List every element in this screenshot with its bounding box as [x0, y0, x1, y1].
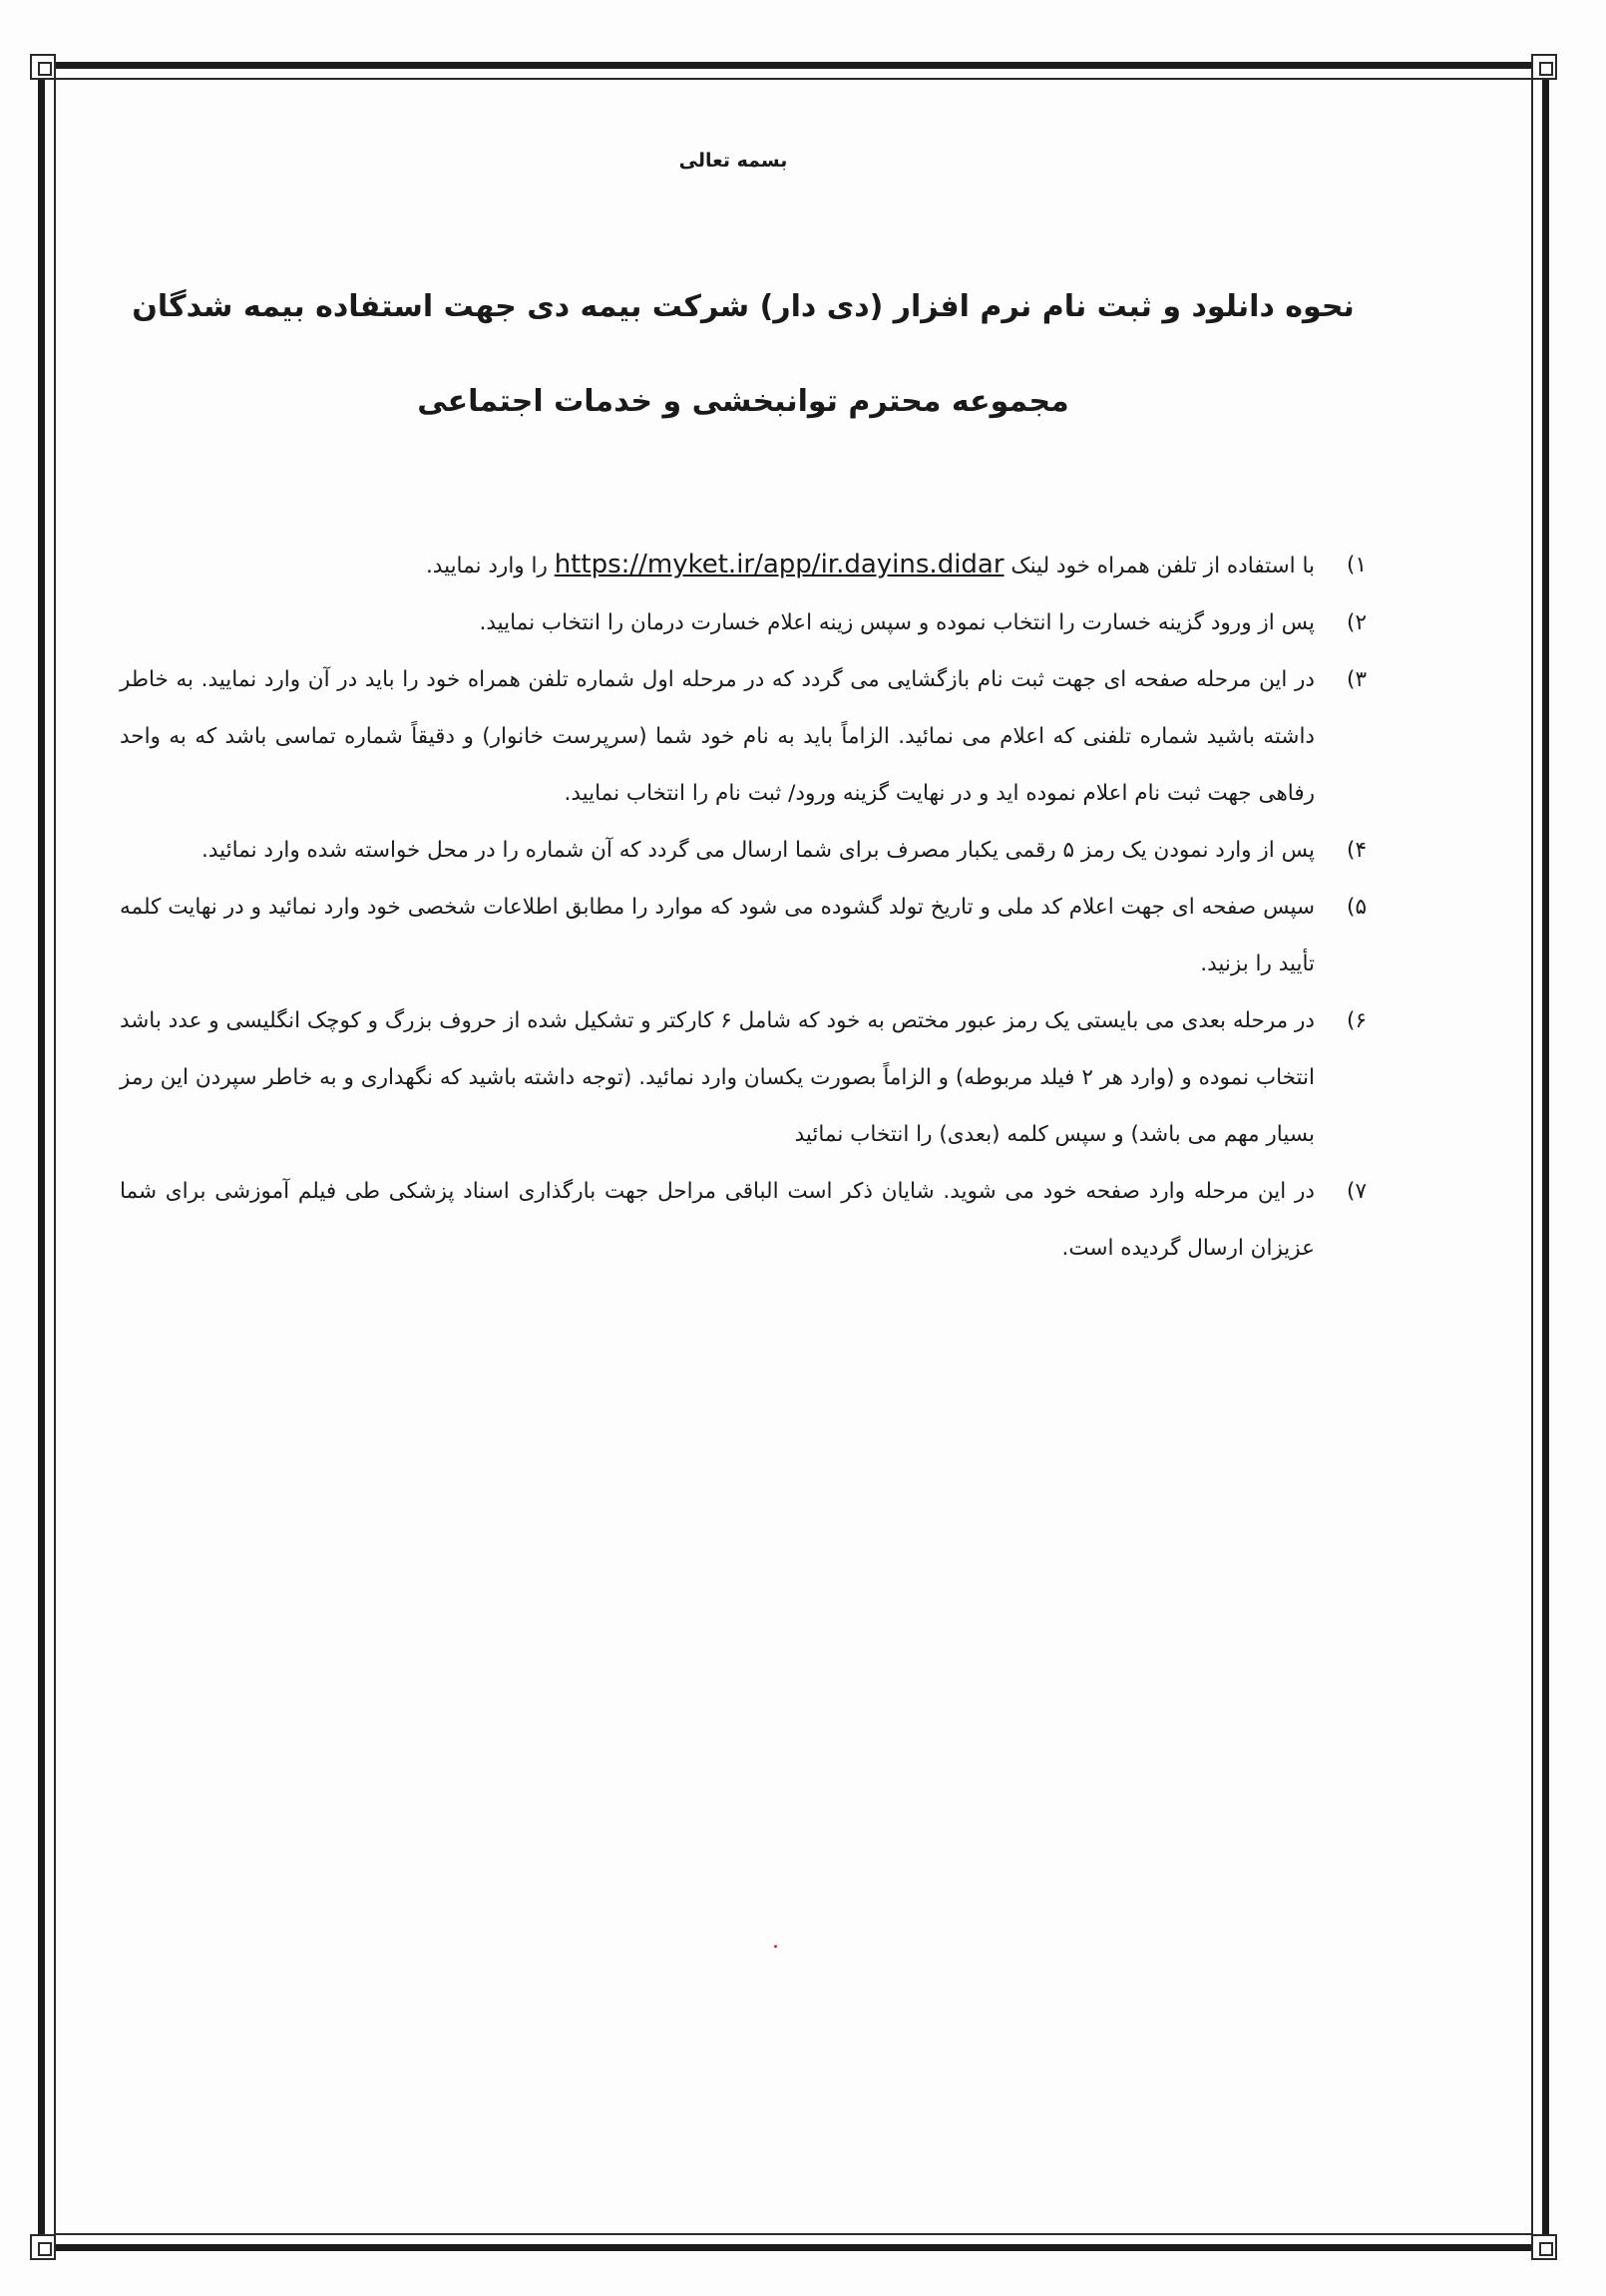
step-2 [120, 594, 1367, 651]
border-corner-ornament [1531, 2234, 1557, 2260]
top-heading: بسمه تعالی [678, 150, 788, 172]
step-3 [120, 651, 1367, 822]
step-text: پس از وارد نمودن یک رمز ۵ رقمی یکبار مصرف برای شما ارسال می گردد که آن شماره را در محل خواسته شده وارد نمائید. [201, 838, 1315, 863]
step-number: ۱) [1347, 553, 1367, 577]
step-text: در این مرحله صفحه ای جهت ثبت نام بازگشایی می گردد که در مرحله اول شماره تلفن همراه خود را باید در آن وارد نمایید. به خاطر داشته باشید شماره تلفنی که اعلام می نمائید. الزاماً باید به نام خود شما (سرپرست خانوار) و دقیقاً شماره تماسی باشد که به واحد رفاهی جهت ثبت نام اعلام نموده اید و در نهایت گزینه ورود/ ثبت نام را انتخاب نمایید. [120, 667, 1315, 806]
border-corner-ornament [1531, 54, 1557, 80]
border-corner-ornament [30, 2234, 56, 2260]
step-text: با استفاده از تلفن همراه خود لینک [1004, 554, 1315, 578]
step-text: در این مرحله وارد صفحه خود می شوید. شایان ذکر است الباقی مراحل جهت بارگذاری اسناد پزشکی طی فیلم آموزشی برای شما عزیزان ارسال گردیده است. [120, 1179, 1315, 1261]
step-text: سپس صفحه ای جهت اعلام کد ملی و تاریخ تولد گشوده می شود که موارد را مطابق اطلاعات شخصی خود وارد نمائید و در نهایت کلمه تأیید را بزنید. [120, 895, 1315, 976]
instruction-steps [120, 537, 1367, 1277]
document-body [120, 150, 1367, 1277]
step-7 [120, 1163, 1367, 1277]
border-corner-ornament [30, 54, 56, 80]
step-number: ۷) [1347, 1179, 1367, 1204]
step-number: ۳) [1347, 667, 1367, 692]
app-download-link[interactable]: https://myket.ir/app/ir.dayins.didar [554, 550, 1004, 579]
scan-speck [774, 1945, 777, 1948]
step-1 [120, 537, 1367, 594]
step-number: ۶) [1347, 1008, 1367, 1033]
step-text: پس از ورود گزینه خسارت را انتخاب نموده و سپس زینه اعلام خسارت درمان را انتخاب نمایید. [479, 610, 1315, 635]
step-text: در مرحله بعدی می بایستی یک رمز عبور مختص به خود که شامل ۶ کارکتر و تشکیل شده از حروف بزرگ و کوچک انگلیسی و عدد باشد انتخاب نموده و (وارد هر ۲ فیلد مربوطه) و الزاماً بصورت یکسان وارد نمائید. (توجه داشته باشید که نگهداری و به خاطر سپردن این رمز بسیار مهم می باشد) و سپس کلمه (بعدی) را انتخاب نمائید [120, 1008, 1315, 1147]
document-title: نحوه دانلود و ثبت نام نرم افزار (دی دار) شرکت بیمه دی جهت استفاده بیمه شدگان [132, 289, 1355, 324]
document-subtitle: مجموعه محترم توانبخشی و خدمات اجتماعی [417, 384, 1069, 419]
step-number: ۵) [1347, 895, 1367, 920]
step-6 [120, 992, 1367, 1163]
step-text: را وارد نمایید. [425, 554, 555, 578]
step-number: ۴) [1347, 838, 1367, 863]
step-number: ۲) [1347, 610, 1367, 635]
step-4 [120, 822, 1367, 879]
step-5 [120, 879, 1367, 992]
